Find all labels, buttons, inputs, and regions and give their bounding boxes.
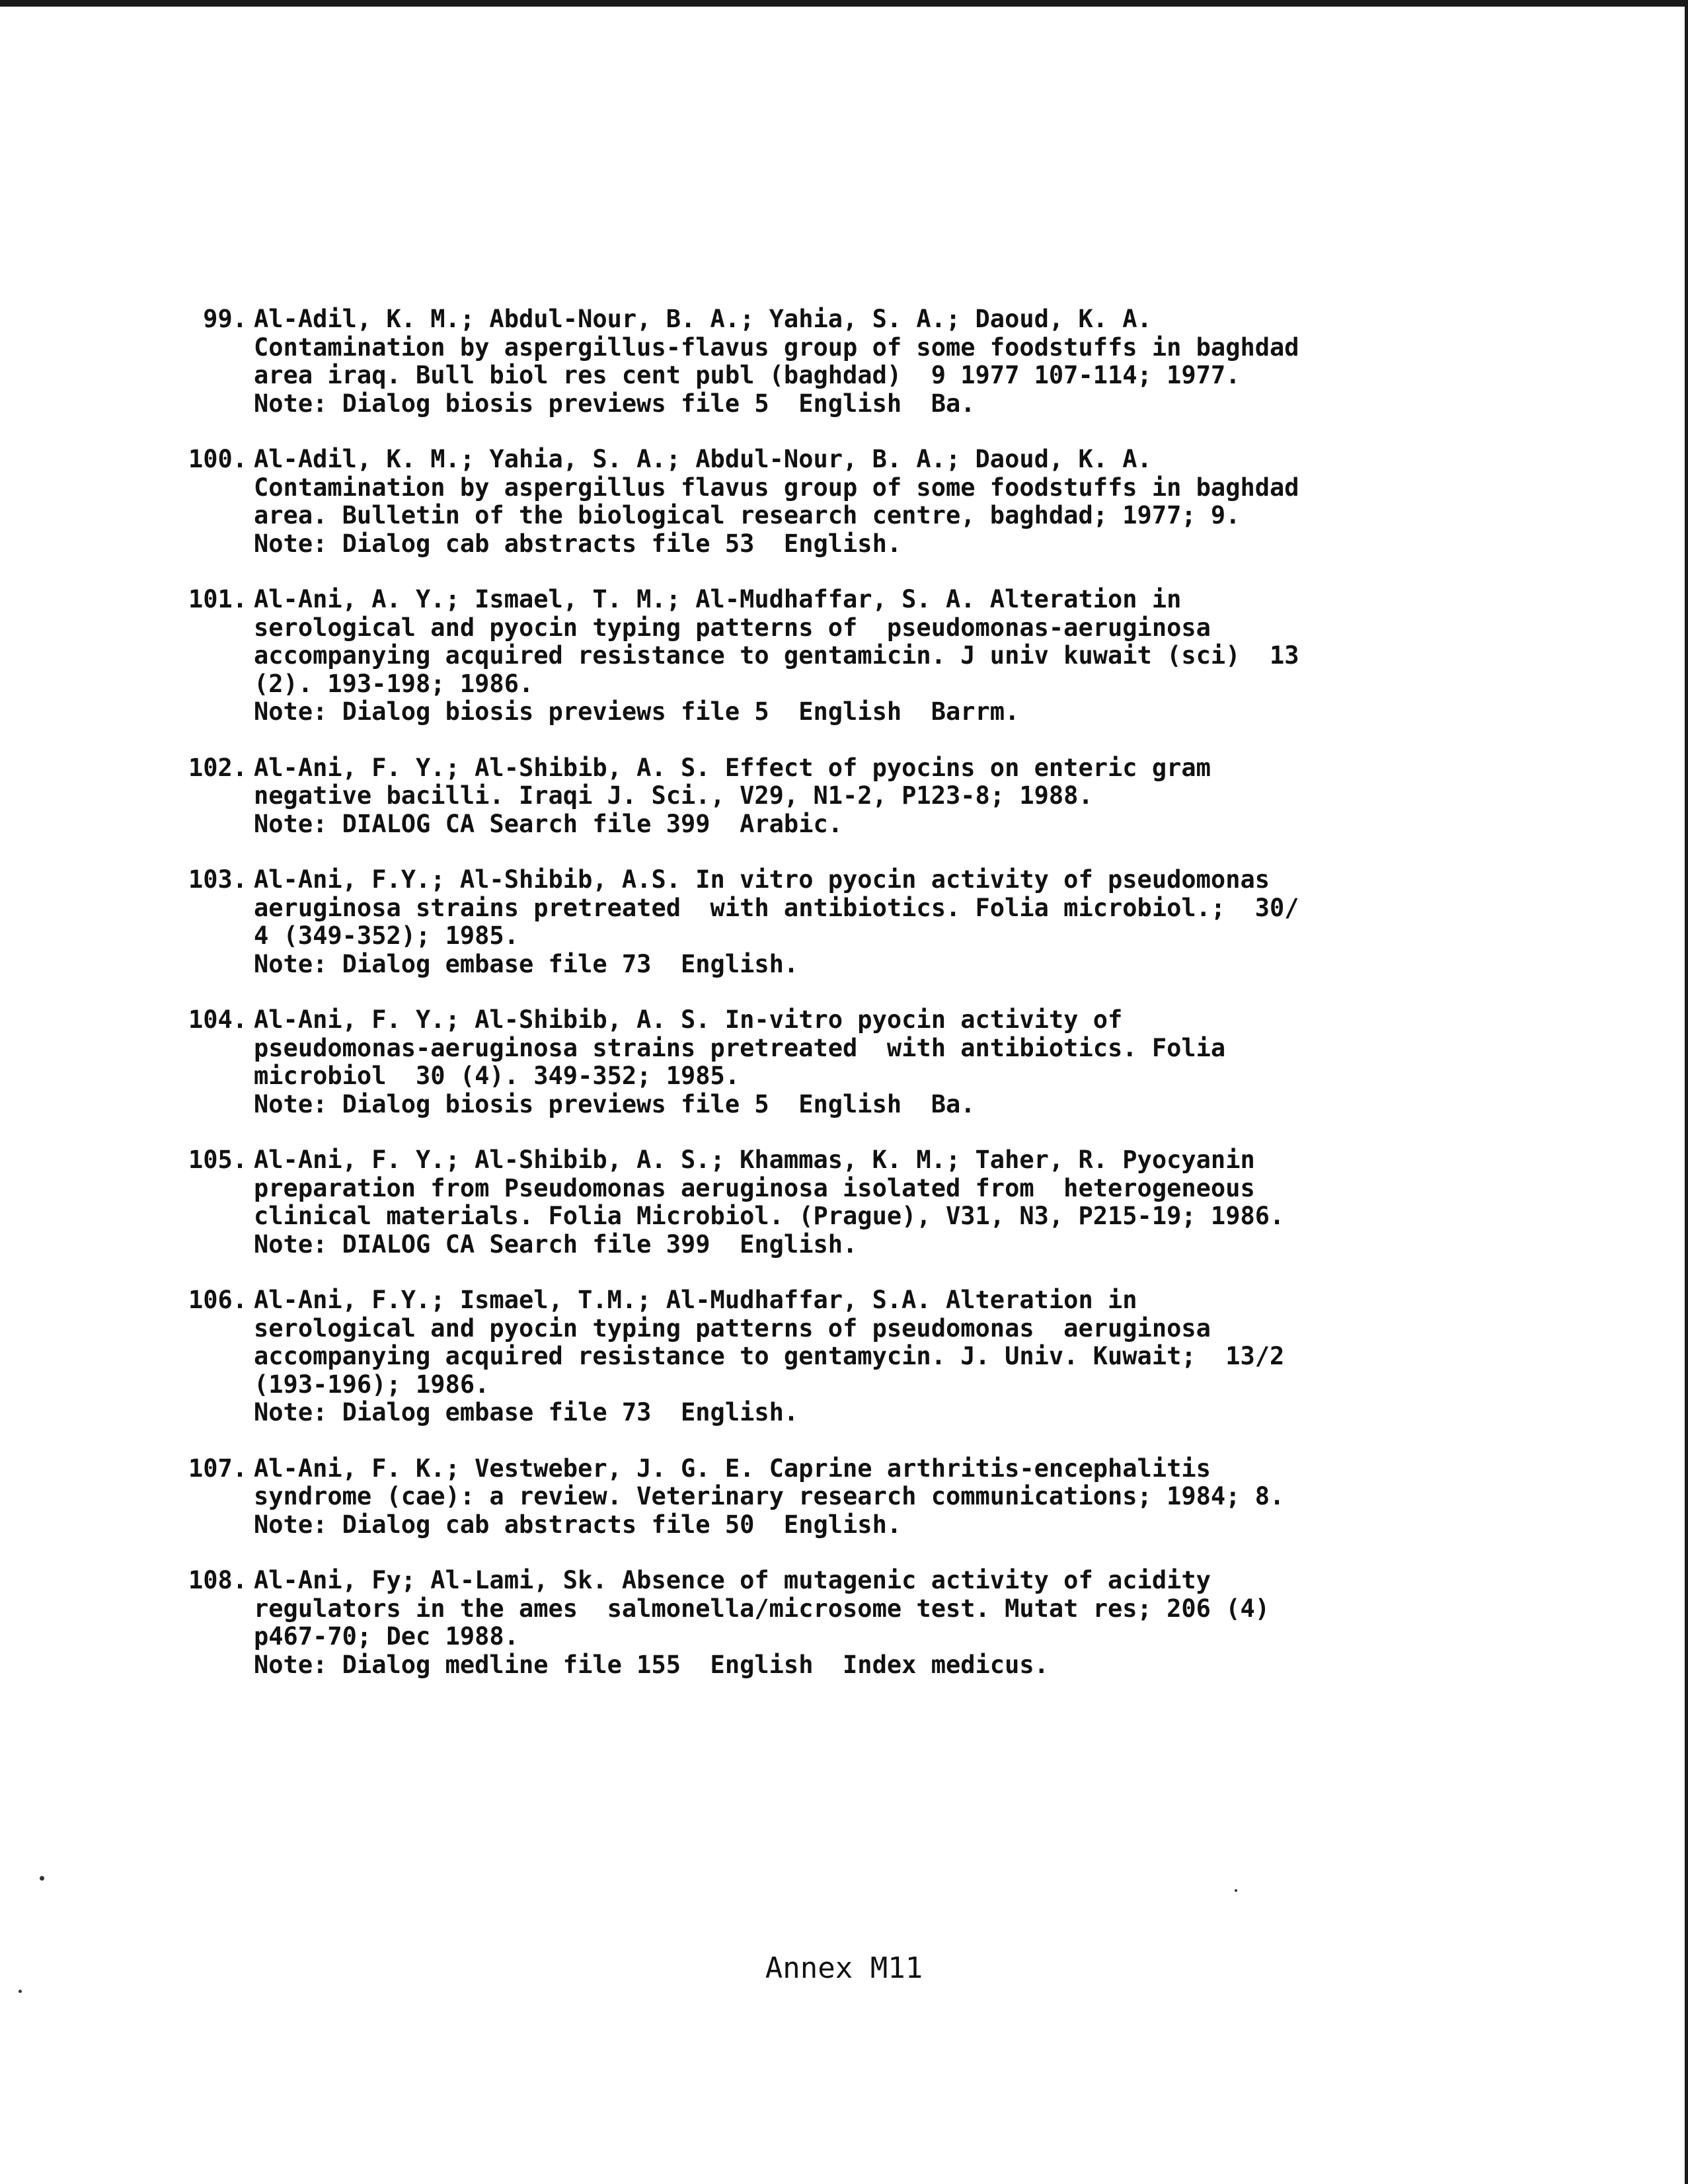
reference-line: accompanying acquired resistance to gentamycin. J. Univ. Kuwait; 13/2: [254, 1342, 1285, 1370]
annex-label: Annex M11: [765, 1951, 923, 1985]
reference-entry: [188, 754, 1510, 839]
reference-line: (2). 193-198; 1986.: [254, 669, 534, 698]
top-border-line: [0, 0, 1688, 7]
reference-line: Al-Ani, F. Y.; Al-Shibib, A. S. In-vitro pyocin activity of: [254, 1005, 1123, 1034]
reference-entry: [188, 446, 1510, 558]
reference-line: Al-Ani, F.Y.; Ismael, T.M.; Al-Mudhaffar, S.A. Alteration in: [254, 1286, 1137, 1314]
reference-line: 4 (349-352); 1985.: [254, 921, 519, 950]
reference-line: Al-Ani, F.Y.; Al-Shibib, A.S. In vitro pyocin activity of pseudomonas: [254, 865, 1270, 894]
reference-entry: [188, 1455, 1510, 1540]
reference-note: Note: DIALOG CA Search file 399 Arabic.: [254, 809, 843, 838]
reference-number: 106.: [188, 1286, 248, 1314]
reference-note: Note: Dialog embase file 73 English.: [254, 1398, 799, 1426]
reference-list: [188, 305, 1510, 1707]
reference-line: Al-Adil, K. M.; Abdul-Nour, B. A.; Yahia, S. A.; Daoud, K. A.: [254, 305, 1152, 333]
reference-note: Note: Dialog biosis previews file 5 English Ba.: [254, 1089, 976, 1118]
reference-entry: [188, 305, 1510, 418]
reference-line: Al-Ani, Fy; Al-Lami, Sk. Absence of mutagenic activity of acidity: [254, 1566, 1211, 1594]
reference-line: clinical materials. Folia Microbiol. (Prague), V31, N3, P215-19; 1986.: [254, 1202, 1285, 1230]
scan-speck: [40, 1876, 44, 1881]
reference-line: accompanying acquired resistance to gentamicin. J univ kuwait (sci) 13: [254, 641, 1299, 670]
reference-entry: [188, 1286, 1510, 1427]
reference-line: syndrome (cae): a review. Veterinary research communications; 1984; 8.: [254, 1482, 1285, 1510]
reference-line: area iraq. Bull biol res cent publ (baghdad) 9 1977 107-114; 1977.: [254, 361, 1241, 389]
reference-line: pseudomonas-aeruginosa strains pretreated with antibiotics. Folia: [254, 1033, 1226, 1062]
reference-number: 100.: [188, 445, 248, 473]
reference-note: Note: Dialog cab abstracts file 50 English.: [254, 1510, 902, 1539]
right-border-line: [1685, 0, 1688, 2184]
reference-number: 101.: [188, 585, 248, 613]
reference-entry: [188, 586, 1510, 726]
reference-note: Note: Dialog biosis previews file 5 English Ba.: [254, 389, 976, 418]
reference-line: serological and pyocin typing patterns of pseudomonas aeruginosa: [254, 1313, 1211, 1343]
scan-speck: [19, 1990, 22, 1993]
reference-entry: [188, 866, 1510, 978]
reference-note: Note: Dialog biosis previews file 5 English Barrm.: [254, 697, 1020, 726]
reference-line: (193-196); 1986.: [254, 1370, 490, 1399]
reference-number: 108.: [188, 1566, 248, 1594]
reference-line: area. Bulletin of the biological research centre, baghdad; 1977; 9.: [254, 501, 1241, 529]
reference-line: Al-Ani, F. Y.; Al-Shibib, A. S. Effect of pyocins on enteric gram: [254, 753, 1211, 782]
scan-speck: [1235, 1889, 1237, 1892]
reference-number: 102.: [188, 753, 248, 782]
reference-line: Al-Ani, A. Y.; Ismael, T. M.; Al-Mudhaffar, S. A. Alteration in: [254, 585, 1182, 613]
reference-note: Note: Dialog cab abstracts file 53 English.: [254, 529, 902, 558]
reference-line: Al-Adil, K. M.; Yahia, S. A.; Abdul-Nour, B. A.; Daoud, K. A.: [254, 445, 1152, 473]
reference-number: 105.: [188, 1146, 248, 1174]
reference-number: 103.: [188, 865, 248, 894]
reference-line: preparation from Pseudomonas aeruginosa isolated from heterogeneous: [254, 1173, 1255, 1202]
reference-note: Note: Dialog medline file 155 English Index medicus.: [254, 1650, 1049, 1679]
reference-entry: [188, 1567, 1510, 1679]
reference-note: Note: Dialog embase file 73 English.: [254, 949, 799, 978]
reference-line: Contamination by aspergillus flavus group of some foodstuffs in baghdad: [254, 473, 1299, 502]
reference-line: Al-Ani, F. K.; Vestweber, J. G. E. Caprine arthritis-encephalitis: [254, 1454, 1211, 1483]
reference-entry: [188, 1146, 1510, 1259]
reference-number: 99.: [203, 305, 247, 333]
reference-entry: [188, 1006, 1510, 1118]
reference-line: microbiol 30 (4). 349-352; 1985.: [254, 1062, 740, 1090]
reference-number: 107.: [188, 1454, 248, 1483]
reference-line: negative bacilli. Iraqi J. Sci., V29, N1-2, P123-8; 1988.: [254, 781, 1093, 810]
reference-line: Contamination by aspergillus-flavus group of some foodstuffs in baghdad: [254, 332, 1299, 362]
reference-line: p467-70; Dec 1988.: [254, 1622, 519, 1651]
reference-line: regulators in the ames salmonella/microsome test. Mutat res; 206 (4): [254, 1594, 1270, 1623]
reference-number: 104.: [188, 1005, 248, 1034]
reference-line: aeruginosa strains pretreated with antibiotics. Folia microbiol.; 30/: [254, 893, 1299, 922]
reference-note: Note: DIALOG CA Search file 399 English.: [254, 1229, 858, 1259]
reference-line: serological and pyocin typing patterns of pseudomonas-aeruginosa: [254, 613, 1211, 642]
reference-line: Al-Ani, F. Y.; Al-Shibib, A. S.; Khammas, K. M.; Taher, R. Pyocyanin: [254, 1146, 1255, 1174]
